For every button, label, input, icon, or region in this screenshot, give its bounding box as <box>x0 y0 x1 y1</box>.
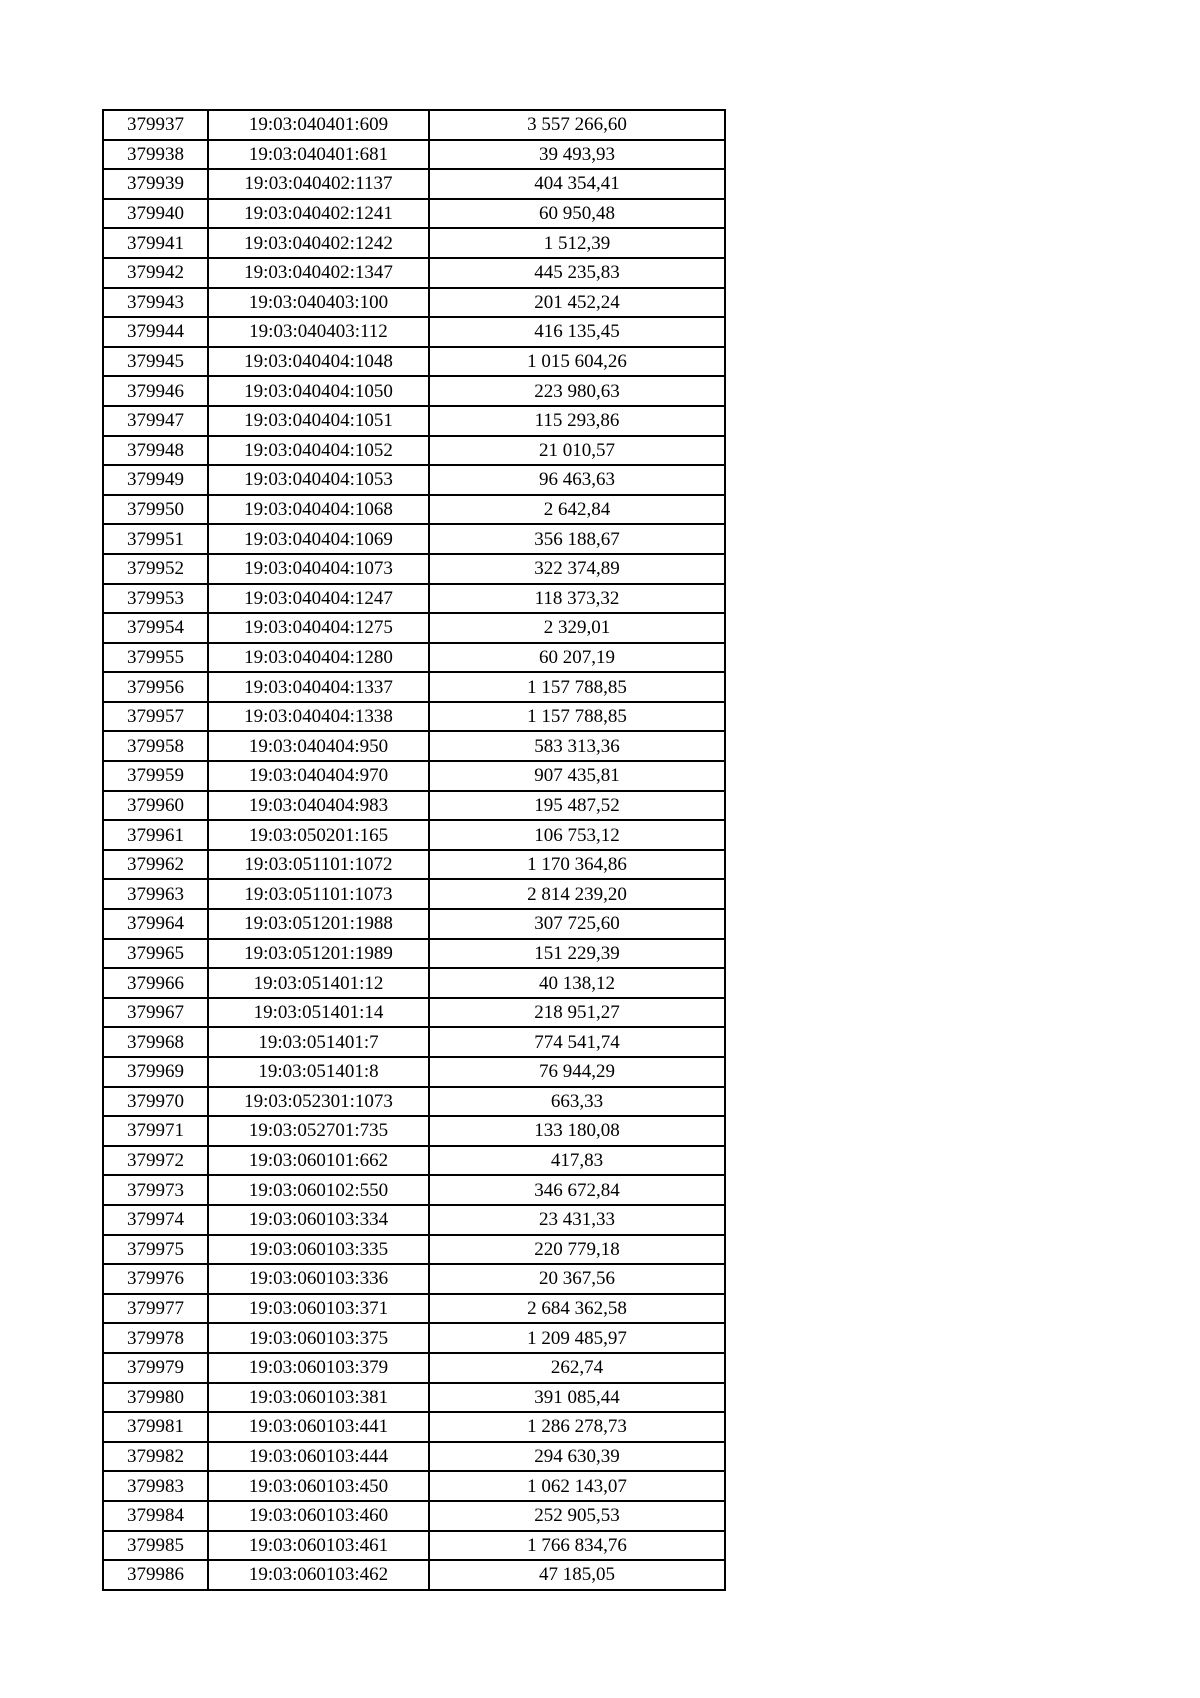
cadastral-value-cell: 3 557 266,60 <box>429 110 725 140</box>
cadastral-number-cell: 19:03:050201:165 <box>208 820 429 850</box>
cadastral-value-cell: 346 672,84 <box>429 1175 725 1205</box>
cadastral-number-cell: 19:03:051401:7 <box>208 1027 429 1057</box>
cadastral-number-cell: 19:03:051201:1988 <box>208 909 429 939</box>
cadastral-value-cell: 1 766 834,76 <box>429 1531 725 1561</box>
row-number-cell: 379940 <box>103 199 208 229</box>
cadastral-value-cell: 21 010,57 <box>429 436 725 466</box>
row-number-cell: 379950 <box>103 495 208 525</box>
row-number-cell: 379972 <box>103 1146 208 1176</box>
table-row <box>103 909 725 939</box>
cadastral-value-cell: 20 367,56 <box>429 1264 725 1294</box>
cadastral-number-cell: 19:03:060101:662 <box>208 1146 429 1176</box>
cadastral-value-cell: 391 085,44 <box>429 1383 725 1413</box>
row-number-cell: 379966 <box>103 968 208 998</box>
table-row <box>103 288 725 318</box>
cadastral-value-cell: 96 463,63 <box>429 465 725 495</box>
table-row <box>103 702 725 732</box>
cadastral-value-cell: 2 684 362,58 <box>429 1294 725 1324</box>
row-number-cell: 379937 <box>103 110 208 140</box>
cadastral-value-cell: 907 435,81 <box>429 761 725 791</box>
table-row <box>103 939 725 969</box>
cadastral-value-cell: 60 950,48 <box>429 199 725 229</box>
cadastral-number-cell: 19:03:060103:444 <box>208 1442 429 1472</box>
table-row <box>103 465 725 495</box>
table-row <box>103 1146 725 1176</box>
table-row <box>103 850 725 880</box>
table-row <box>103 1353 725 1383</box>
row-number-cell: 379968 <box>103 1027 208 1057</box>
row-number-cell: 379982 <box>103 1442 208 1472</box>
cadastral-number-cell: 19:03:040403:112 <box>208 317 429 347</box>
row-number-cell: 379948 <box>103 436 208 466</box>
cadastral-number-cell: 19:03:060103:335 <box>208 1235 429 1265</box>
table-row <box>103 495 725 525</box>
cadastral-value-cell: 39 493,93 <box>429 140 725 170</box>
cadastral-value-cell: 663,33 <box>429 1087 725 1117</box>
cadastral-value-cell: 1 286 278,73 <box>429 1412 725 1442</box>
cadastral-number-cell: 19:03:040404:1247 <box>208 584 429 614</box>
table-row <box>103 1294 725 1324</box>
cadastral-value-cell: 47 185,05 <box>429 1560 725 1590</box>
table-row <box>103 258 725 288</box>
table-row <box>103 879 725 909</box>
row-number-cell: 379944 <box>103 317 208 347</box>
table-row <box>103 169 725 199</box>
cadastral-number-cell: 19:03:040404:1073 <box>208 554 429 584</box>
cadastral-number-cell: 19:03:040401:681 <box>208 140 429 170</box>
cadastral-value-cell: 307 725,60 <box>429 909 725 939</box>
cadastral-number-cell: 19:03:040404:1069 <box>208 524 429 554</box>
cadastral-number-cell: 19:03:040403:100 <box>208 288 429 318</box>
cadastral-number-cell: 19:03:052301:1073 <box>208 1087 429 1117</box>
table-row <box>103 613 725 643</box>
cadastral-number-cell: 19:03:060103:461 <box>208 1531 429 1561</box>
cadastral-number-cell: 19:03:051201:1989 <box>208 939 429 969</box>
row-number-cell: 379941 <box>103 228 208 258</box>
cadastral-number-cell: 19:03:040404:1068 <box>208 495 429 525</box>
table-row <box>103 584 725 614</box>
cadastral-value-cell: 262,74 <box>429 1353 725 1383</box>
cadastral-number-cell: 19:03:060103:460 <box>208 1501 429 1531</box>
cadastral-value-cell: 1 512,39 <box>429 228 725 258</box>
row-number-cell: 379951 <box>103 524 208 554</box>
row-number-cell: 379981 <box>103 1412 208 1442</box>
cadastral-value-cell: 201 452,24 <box>429 288 725 318</box>
row-number-cell: 379984 <box>103 1501 208 1531</box>
row-number-cell: 379943 <box>103 288 208 318</box>
cadastral-number-cell: 19:03:040404:983 <box>208 791 429 821</box>
cadastral-number-cell: 19:03:040404:970 <box>208 761 429 791</box>
row-number-cell: 379939 <box>103 169 208 199</box>
cadastral-value-cell: 195 487,52 <box>429 791 725 821</box>
cadastral-value-cell: 220 779,18 <box>429 1235 725 1265</box>
row-number-cell: 379959 <box>103 761 208 791</box>
cadastral-value-cell: 356 188,67 <box>429 524 725 554</box>
table-row <box>103 199 725 229</box>
table-row <box>103 1471 725 1501</box>
row-number-cell: 379964 <box>103 909 208 939</box>
table-row <box>103 376 725 406</box>
table-row <box>103 1175 725 1205</box>
cadastral-value-cell: 416 135,45 <box>429 317 725 347</box>
table-row <box>103 1323 725 1353</box>
row-number-cell: 379980 <box>103 1383 208 1413</box>
cadastral-value-cell: 76 944,29 <box>429 1057 725 1087</box>
cadastral-value-cell: 1 015 604,26 <box>429 347 725 377</box>
row-number-cell: 379978 <box>103 1323 208 1353</box>
row-number-cell: 379977 <box>103 1294 208 1324</box>
cadastral-value-cell: 1 209 485,97 <box>429 1323 725 1353</box>
cadastral-number-cell: 19:03:040402:1347 <box>208 258 429 288</box>
row-number-cell: 379945 <box>103 347 208 377</box>
row-number-cell: 379967 <box>103 998 208 1028</box>
cadastral-value-cell: 115 293,86 <box>429 406 725 436</box>
row-number-cell: 379974 <box>103 1205 208 1235</box>
cadastral-number-cell: 19:03:040404:1053 <box>208 465 429 495</box>
row-number-cell: 379975 <box>103 1235 208 1265</box>
table-row <box>103 968 725 998</box>
cadastral-number-cell: 19:03:040404:1338 <box>208 702 429 732</box>
table-row <box>103 524 725 554</box>
table-row <box>103 1412 725 1442</box>
table-row <box>103 1087 725 1117</box>
row-number-cell: 379962 <box>103 850 208 880</box>
table-row <box>103 731 725 761</box>
row-number-cell: 379961 <box>103 820 208 850</box>
row-number-cell: 379954 <box>103 613 208 643</box>
table-row <box>103 791 725 821</box>
table-row <box>103 1027 725 1057</box>
cadastral-number-cell: 19:03:040404:1048 <box>208 347 429 377</box>
table-row <box>103 820 725 850</box>
cadastral-number-cell: 19:03:040404:1280 <box>208 643 429 673</box>
cadastral-number-cell: 19:03:060103:441 <box>208 1412 429 1442</box>
row-number-cell: 379957 <box>103 702 208 732</box>
cadastral-number-cell: 19:03:051401:8 <box>208 1057 429 1087</box>
row-number-cell: 379971 <box>103 1116 208 1146</box>
cadastral-number-cell: 19:03:040402:1241 <box>208 199 429 229</box>
cadastral-value-cell: 118 373,32 <box>429 584 725 614</box>
table-row <box>103 1205 725 1235</box>
cadastral-number-cell: 19:03:060103:375 <box>208 1323 429 1353</box>
table-body <box>103 110 725 1590</box>
row-number-cell: 379955 <box>103 643 208 673</box>
cadastral-value-cell: 252 905,53 <box>429 1501 725 1531</box>
row-number-cell: 379946 <box>103 376 208 406</box>
cadastral-number-cell: 19:03:040404:1337 <box>208 672 429 702</box>
cadastral-value-cell: 2 642,84 <box>429 495 725 525</box>
table-row <box>103 1235 725 1265</box>
cadastral-value-cell: 322 374,89 <box>429 554 725 584</box>
cadastral-number-cell: 19:03:040404:1275 <box>208 613 429 643</box>
cadastral-number-cell: 19:03:060103:334 <box>208 1205 429 1235</box>
cadastral-value-cell: 40 138,12 <box>429 968 725 998</box>
table-row <box>103 643 725 673</box>
cadastral-value-cell: 133 180,08 <box>429 1116 725 1146</box>
cadastral-number-cell: 19:03:040402:1137 <box>208 169 429 199</box>
table-row <box>103 1501 725 1531</box>
table-row <box>103 228 725 258</box>
row-number-cell: 379985 <box>103 1531 208 1561</box>
cadastral-value-cell: 404 354,41 <box>429 169 725 199</box>
row-number-cell: 379965 <box>103 939 208 969</box>
cadastral-value-cell: 218 951,27 <box>429 998 725 1028</box>
table-row <box>103 140 725 170</box>
cadastral-value-cell: 445 235,83 <box>429 258 725 288</box>
cadastral-value-cell: 60 207,19 <box>429 643 725 673</box>
cadastral-number-cell: 19:03:060103:371 <box>208 1294 429 1324</box>
row-number-cell: 379952 <box>103 554 208 584</box>
table-row <box>103 317 725 347</box>
cadastral-value-cell: 774 541,74 <box>429 1027 725 1057</box>
cadastral-number-cell: 19:03:051101:1072 <box>208 850 429 880</box>
table-row <box>103 406 725 436</box>
table-row <box>103 1116 725 1146</box>
row-number-cell: 379970 <box>103 1087 208 1117</box>
cadastral-number-cell: 19:03:060102:550 <box>208 1175 429 1205</box>
cadastral-number-cell: 19:03:060103:379 <box>208 1353 429 1383</box>
cadastral-number-cell: 19:03:040402:1242 <box>208 228 429 258</box>
row-number-cell: 379976 <box>103 1264 208 1294</box>
table-row <box>103 1531 725 1561</box>
row-number-cell: 379958 <box>103 731 208 761</box>
row-number-cell: 379969 <box>103 1057 208 1087</box>
cadastral-number-cell: 19:03:060103:462 <box>208 1560 429 1590</box>
table-row <box>103 436 725 466</box>
cadastral-value-cell: 106 753,12 <box>429 820 725 850</box>
table-row <box>103 554 725 584</box>
row-number-cell: 379963 <box>103 879 208 909</box>
table-row <box>103 1264 725 1294</box>
row-number-cell: 379938 <box>103 140 208 170</box>
cadastral-number-cell: 19:03:040404:950 <box>208 731 429 761</box>
cadastral-value-cell: 583 313,36 <box>429 731 725 761</box>
cadastral-value-cell: 1 157 788,85 <box>429 702 725 732</box>
table-row <box>103 1383 725 1413</box>
cadastral-value-cell: 2 329,01 <box>429 613 725 643</box>
row-number-cell: 379983 <box>103 1471 208 1501</box>
table-row <box>103 1442 725 1472</box>
table-row <box>103 1057 725 1087</box>
cadastral-value-cell: 294 630,39 <box>429 1442 725 1472</box>
table-row <box>103 998 725 1028</box>
cadastral-number-cell: 19:03:051401:14 <box>208 998 429 1028</box>
table-row <box>103 761 725 791</box>
cadastral-number-cell: 19:03:060103:381 <box>208 1383 429 1413</box>
row-number-cell: 379956 <box>103 672 208 702</box>
cadastral-number-cell: 19:03:051101:1073 <box>208 879 429 909</box>
row-number-cell: 379973 <box>103 1175 208 1205</box>
cadastral-number-cell: 19:03:060103:336 <box>208 1264 429 1294</box>
row-number-cell: 379949 <box>103 465 208 495</box>
cadastral-value-cell: 1 157 788,85 <box>429 672 725 702</box>
cadastral-number-cell: 19:03:040404:1052 <box>208 436 429 466</box>
cadastral-value-cell: 1 062 143,07 <box>429 1471 725 1501</box>
row-number-cell: 379960 <box>103 791 208 821</box>
cadastral-value-cell: 2 814 239,20 <box>429 879 725 909</box>
table-row <box>103 1560 725 1590</box>
row-number-cell: 379942 <box>103 258 208 288</box>
table-row <box>103 672 725 702</box>
cadastral-number-cell: 19:03:060103:450 <box>208 1471 429 1501</box>
table-row <box>103 347 725 377</box>
cadastral-value-cell: 151 229,39 <box>429 939 725 969</box>
table-row <box>103 110 725 140</box>
row-number-cell: 379979 <box>103 1353 208 1383</box>
cadastral-number-cell: 19:03:040401:609 <box>208 110 429 140</box>
cadastral-value-table <box>102 109 726 1591</box>
cadastral-number-cell: 19:03:051401:12 <box>208 968 429 998</box>
cadastral-value-cell: 417,83 <box>429 1146 725 1176</box>
row-number-cell: 379953 <box>103 584 208 614</box>
cadastral-number-cell: 19:03:040404:1050 <box>208 376 429 406</box>
cadastral-number-cell: 19:03:040404:1051 <box>208 406 429 436</box>
cadastral-number-cell: 19:03:052701:735 <box>208 1116 429 1146</box>
cadastral-value-cell: 1 170 364,86 <box>429 850 725 880</box>
cadastral-value-cell: 23 431,33 <box>429 1205 725 1235</box>
row-number-cell: 379947 <box>103 406 208 436</box>
row-number-cell: 379986 <box>103 1560 208 1590</box>
cadastral-value-cell: 223 980,63 <box>429 376 725 406</box>
